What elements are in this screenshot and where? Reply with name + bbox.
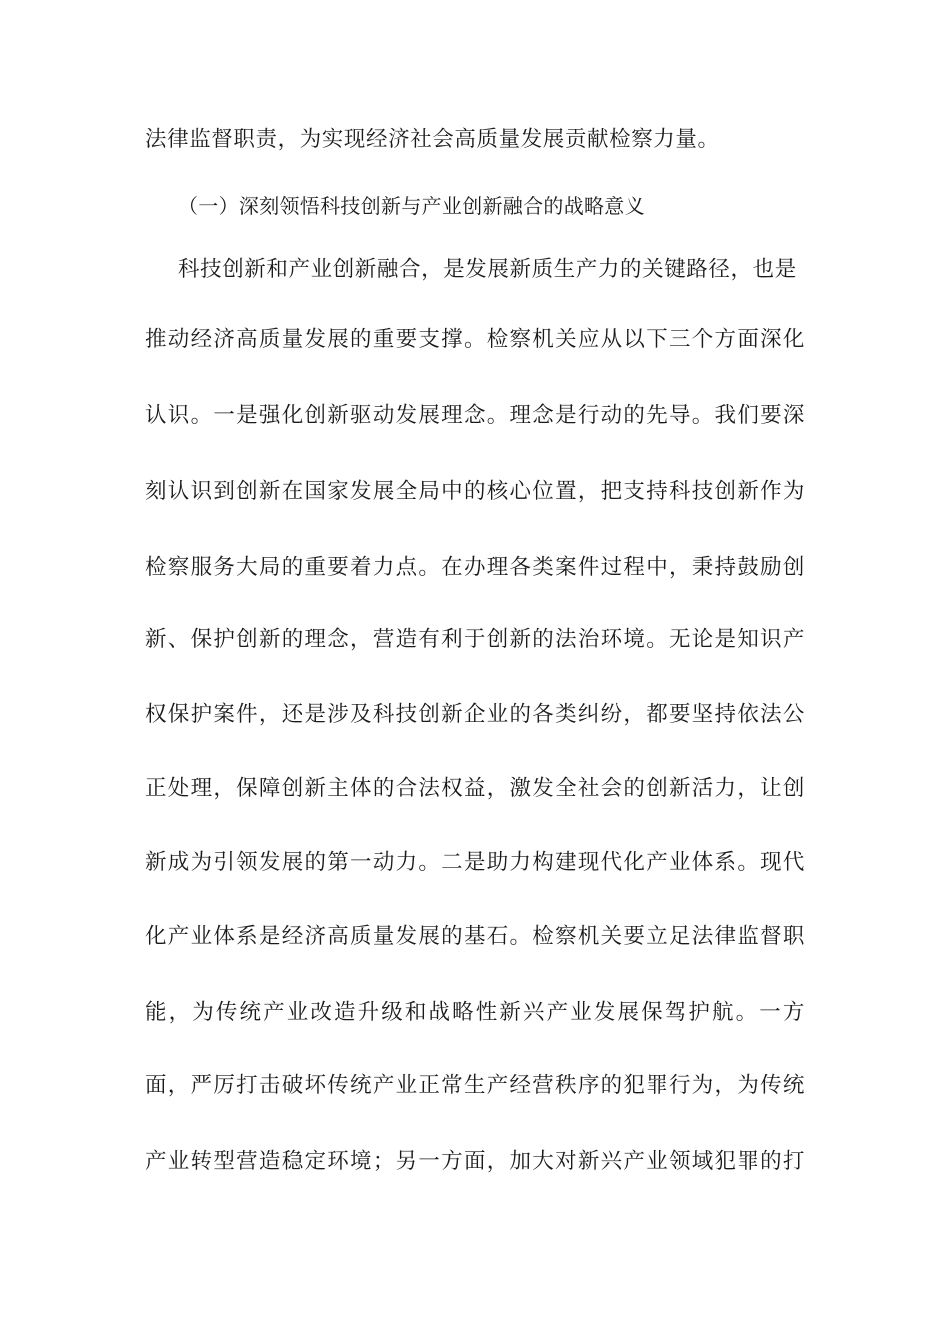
paragraph-line-13: 产业转型营造稳定环境；另一方面，加大对新兴产业领域犯罪的打 bbox=[145, 1149, 805, 1174]
paragraph-line-9: 新成为引领发展的第一动力。二是助力构建现代化产业体系。现代 bbox=[145, 850, 805, 875]
paragraph-line-10: 化产业体系是经济高质量发展的基石。检察机关要立足法律监督职 bbox=[145, 924, 805, 949]
paragraph-line-8: 正处理，保障创新主体的合法权益，激发全社会的创新活力，让创 bbox=[145, 776, 805, 801]
paragraph-line-3: 认识。一是强化创新驱动发展理念。理念是行动的先导。我们要深 bbox=[145, 403, 805, 428]
paragraph-line-4: 刻认识到创新在国家发展全局中的核心位置，把支持科技创新作为 bbox=[145, 479, 805, 504]
paragraph-line-12: 面，严厉打击破坏传统产业正常生产经营秩序的犯罪行为，为传统 bbox=[145, 1073, 805, 1098]
paragraph-line-7: 权保护案件，还是涉及科技创新企业的各类纠纷，都要坚持依法公 bbox=[145, 702, 805, 727]
continuation-line: 法律监督职责，为实现经济社会高质量发展贡献检察力量。 bbox=[145, 127, 720, 152]
paragraph-line-6: 新、保护创新的理念，营造有利于创新的法治环境。无论是知识产 bbox=[145, 627, 805, 652]
paragraph-line-11: 能，为传统产业改造升级和战略性新兴产业发展保驾护航。一方 bbox=[145, 1000, 805, 1025]
section-heading: （一）深刻领悟科技创新与产业创新融合的战略意义 bbox=[178, 194, 645, 218]
paragraph-line-5: 检察服务大局的重要着力点。在办理各类案件过程中，秉持鼓励创 bbox=[145, 555, 805, 580]
paragraph-line-1: 科技创新和产业创新融合，是发展新质生产力的关键路径，也是 bbox=[178, 257, 797, 282]
paragraph-line-2: 推动经济高质量发展的重要支撑。检察机关应从以下三个方面深化 bbox=[145, 327, 805, 352]
